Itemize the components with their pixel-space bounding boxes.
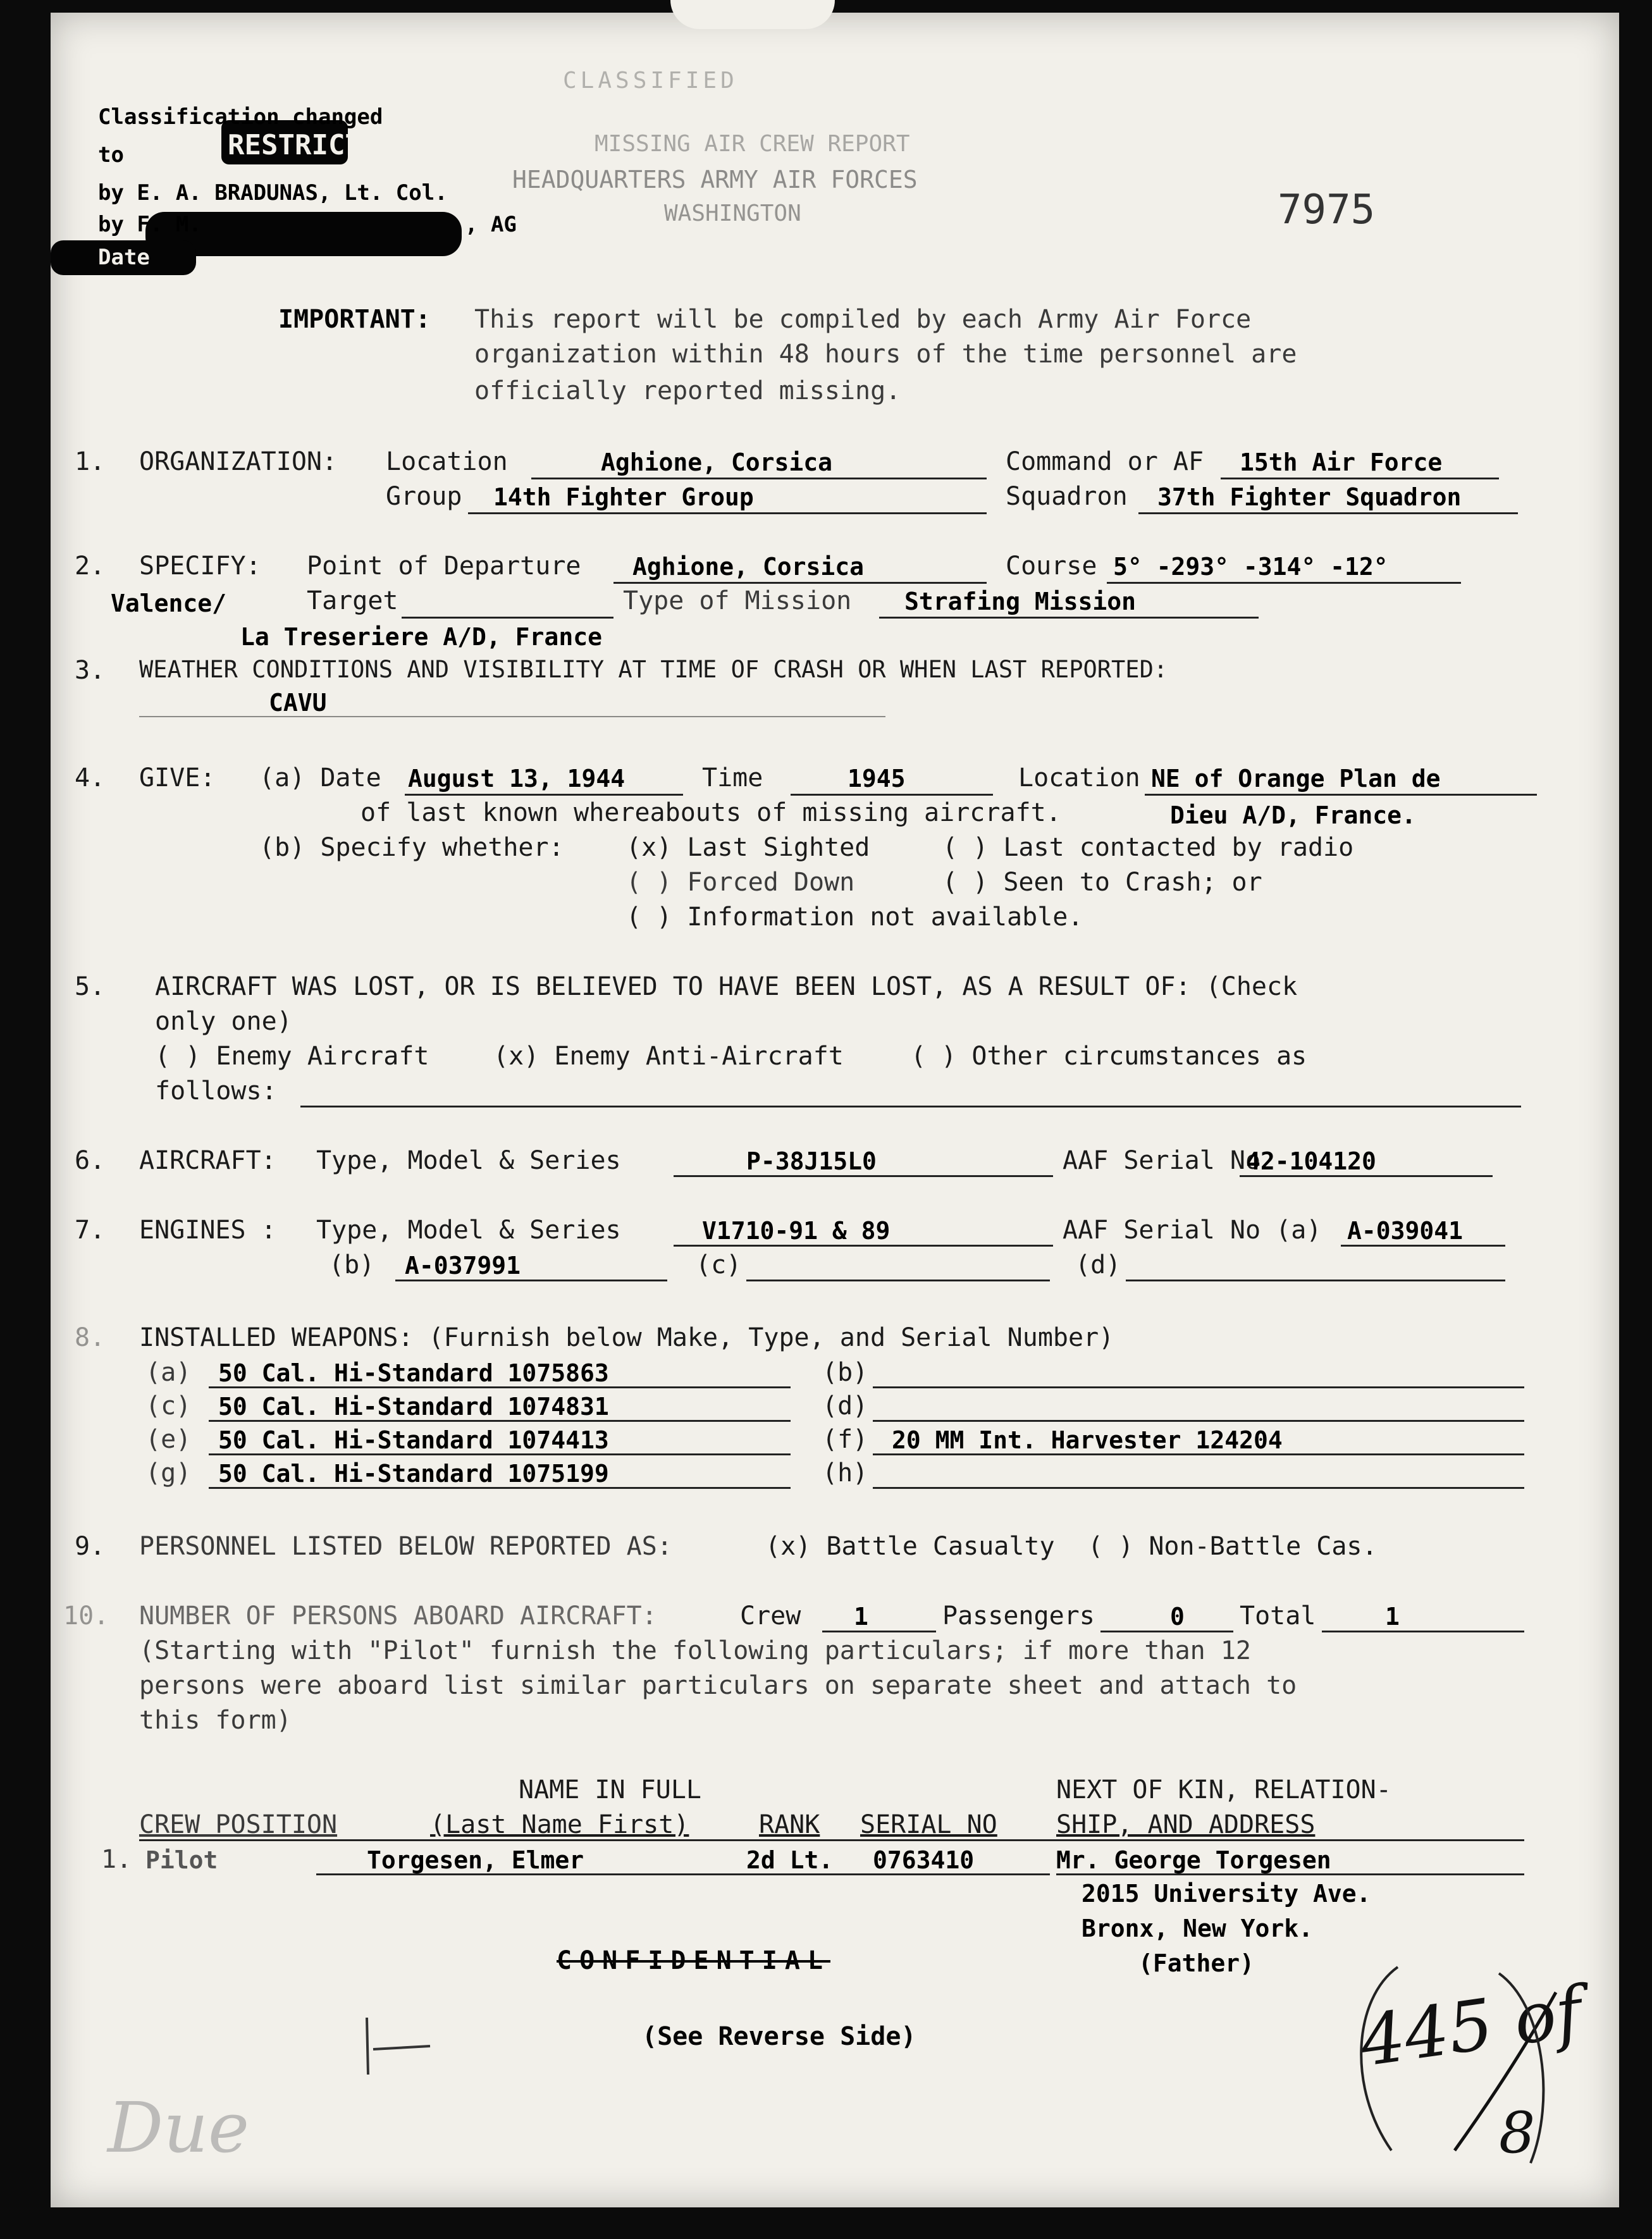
weapons-label: INSTALLED WEAPONS: (Furnish below Make, Type, and Serial Number) bbox=[139, 1323, 1114, 1352]
passengers-value: 0 bbox=[1170, 1603, 1185, 1631]
persons-note-3: this form) bbox=[139, 1706, 292, 1735]
location-4-value-2: Dieu A/D, France. bbox=[1170, 801, 1416, 829]
section-2-number: 2. bbox=[75, 552, 106, 581]
weapon-c-label: (c) bbox=[145, 1391, 192, 1421]
section-4-number: 4. bbox=[75, 763, 106, 793]
weapon-a-value: 50 Cal. Hi-Standard 1075863 bbox=[218, 1359, 609, 1387]
weapon-h-label: (h) bbox=[822, 1459, 868, 1488]
departure-underline bbox=[613, 582, 987, 584]
aircraft-type-value: P-38J15L0 bbox=[746, 1147, 877, 1175]
stamp-line2: to bbox=[98, 142, 124, 168]
command-underline bbox=[1221, 478, 1499, 479]
weapon-a-underline bbox=[209, 1386, 791, 1388]
weapon-g-label: (g) bbox=[145, 1459, 192, 1488]
squadron-label: Squadron bbox=[1006, 482, 1128, 511]
important-text-3: officially reported missing. bbox=[474, 376, 901, 405]
kin-relation: (Father) bbox=[1138, 1949, 1255, 1977]
crew-underline bbox=[822, 1631, 936, 1632]
weather-underline bbox=[139, 716, 885, 717]
header-name-in-full: NAME IN FULL bbox=[519, 1775, 701, 1804]
aircraft-serial-underline bbox=[1240, 1175, 1493, 1177]
kin-name: Mr. George Torgesen bbox=[1056, 1846, 1331, 1874]
crew-row-underline bbox=[139, 1839, 1524, 1841]
crew-serial: 0763410 bbox=[873, 1846, 975, 1874]
kin-address-2: Bronx, New York. bbox=[1082, 1915, 1314, 1942]
command-label: Command or AF bbox=[1006, 447, 1204, 476]
report-sheet bbox=[51, 13, 1619, 2207]
section-9-number: 9. bbox=[75, 1532, 106, 1561]
stamp-line4: by F. M. bbox=[98, 212, 202, 237]
section-8-number: 8. bbox=[75, 1323, 106, 1352]
crew-label: Crew bbox=[740, 1601, 801, 1631]
command-value: 15th Air Force bbox=[1240, 448, 1443, 476]
engines-serial-a-value: A-039041 bbox=[1347, 1217, 1464, 1245]
date-underline bbox=[405, 794, 683, 796]
weapon-b-label: (b) bbox=[822, 1358, 868, 1387]
date-label: (a) Date bbox=[259, 763, 381, 793]
option-last-sighted[interactable]: (x) Last Sighted bbox=[626, 833, 870, 862]
weapon-c-value: 50 Cal. Hi-Standard 1074831 bbox=[218, 1393, 609, 1421]
document-number: 7975 bbox=[1278, 187, 1376, 233]
weapon-e-value: 50 Cal. Hi-Standard 1074413 bbox=[218, 1426, 609, 1454]
persons-aboard-label: NUMBER OF PERSONS ABOARD AIRCRAFT: bbox=[139, 1601, 657, 1631]
group-underline bbox=[468, 512, 987, 514]
target-underline bbox=[402, 617, 613, 619]
time-underline bbox=[791, 794, 993, 796]
weapon-d-label: (d) bbox=[822, 1391, 868, 1421]
location-underline bbox=[531, 478, 987, 479]
header-crew-position: CREW POSITION bbox=[139, 1810, 338, 1839]
option-enemy-aircraft[interactable]: ( ) Enemy Aircraft bbox=[155, 1042, 429, 1071]
kin-address-1: 2015 University Ave. bbox=[1082, 1880, 1371, 1908]
specify-label: SPECIFY: bbox=[139, 552, 261, 581]
crew-rank: 2d Lt. bbox=[746, 1846, 834, 1874]
section-10-number: 10. bbox=[63, 1601, 109, 1631]
personnel-label: PERSONNEL LISTED BELOW REPORTED AS: bbox=[139, 1532, 672, 1561]
follows-underline bbox=[300, 1106, 1521, 1107]
result-label-2: only one) bbox=[155, 1007, 292, 1036]
location-4-label: Location bbox=[1018, 763, 1140, 793]
aircraft-type-label: Type, Model & Series bbox=[316, 1146, 621, 1175]
crew-row-number: 1. bbox=[101, 1845, 132, 1874]
option-enemy-anti-aircraft[interactable]: (x) Enemy Anti-Aircraft bbox=[493, 1042, 844, 1071]
aircraft-serial-value: 42-104120 bbox=[1246, 1147, 1376, 1175]
aircraft-serial-label: AAF Serial No bbox=[1063, 1146, 1261, 1175]
squadron-underline bbox=[1138, 512, 1518, 514]
stamp-line3: by E. A. BRADUNAS, Lt. Col. bbox=[98, 180, 448, 206]
weapon-f-value: 20 MM Int. Harvester 124204 bbox=[892, 1426, 1283, 1454]
kin-name-underline bbox=[1056, 1873, 1524, 1875]
handwritten-initial: Due bbox=[108, 2087, 250, 2168]
weapon-f-underline bbox=[873, 1453, 1524, 1455]
header-kin-address: SHIP, AND ADDRESS bbox=[1056, 1810, 1316, 1839]
weapon-c-underline bbox=[209, 1420, 791, 1422]
header-washington: WASHINGTON bbox=[664, 200, 801, 226]
engines-c-label: (c) bbox=[696, 1250, 742, 1280]
weather-label: WEATHER CONDITIONS AND VISIBILITY AT TIME OF CRASH OR WHEN LAST REPORTED: bbox=[139, 656, 1168, 683]
location-label: Location bbox=[386, 447, 508, 476]
group-label: Group bbox=[386, 482, 462, 511]
crew-value: 1 bbox=[854, 1603, 868, 1631]
see-reverse-side: (See Reverse Side) bbox=[642, 2022, 916, 2051]
target-value: La Treseriere A/D, France bbox=[240, 623, 602, 651]
stamp-line1: Classification changed bbox=[98, 104, 383, 130]
crew-position: Pilot bbox=[145, 1846, 218, 1874]
course-underline bbox=[1107, 582, 1461, 584]
section-7-number: 7. bbox=[75, 1216, 106, 1245]
persons-note-1: (Starting with "Pilot" furnish the following particulars; if more than 12 bbox=[139, 1636, 1251, 1665]
location-value: Aghione, Corsica bbox=[601, 448, 833, 476]
weapon-h-underline bbox=[873, 1487, 1524, 1489]
important-label: IMPORTANT: bbox=[278, 305, 431, 334]
total-underline bbox=[1322, 1631, 1524, 1632]
mission-label: Type of Mission bbox=[623, 586, 852, 615]
engines-label: ENGINES : bbox=[139, 1216, 276, 1245]
weapon-e-underline bbox=[209, 1453, 791, 1455]
time-label: Time bbox=[702, 763, 763, 793]
whereabouts-text: of last known whereabouts of missing aircraft. bbox=[361, 798, 1061, 827]
option-forced-down[interactable]: ( ) Forced Down bbox=[626, 868, 855, 897]
total-label: Total bbox=[1240, 1601, 1316, 1631]
engines-b-underline bbox=[395, 1280, 667, 1281]
header-report-title: MISSING AIR CREW REPORT bbox=[595, 131, 910, 157]
passengers-underline bbox=[1100, 1631, 1233, 1632]
time-value: 1945 bbox=[848, 765, 906, 793]
header-next-of-kin: NEXT OF KIN, RELATION- bbox=[1056, 1775, 1391, 1804]
section-6-number: 6. bbox=[75, 1146, 106, 1175]
stamp-restricted: RESTRICTED bbox=[228, 129, 395, 161]
group-value: 14th Fighter Group bbox=[493, 483, 754, 511]
option-non-battle[interactable]: ( ) Non-Battle Cas. bbox=[1088, 1532, 1378, 1561]
weapon-d-underline bbox=[873, 1420, 1524, 1422]
squadron-value: 37th Fighter Squadron bbox=[1157, 483, 1462, 511]
course-value: 5° -293° -314° -12° bbox=[1113, 553, 1388, 581]
stamp-line5: Date bbox=[98, 245, 150, 270]
handwritten-mark bbox=[354, 2011, 443, 2087]
weapon-g-underline bbox=[209, 1487, 791, 1489]
organization-label: ORGANIZATION: bbox=[139, 447, 338, 476]
weather-value: CAVU bbox=[269, 689, 327, 717]
confidential-stamp: CONFIDENTIAL bbox=[557, 1946, 830, 1975]
departure-value: Aghione, Corsica bbox=[632, 553, 865, 581]
weapon-b-underline bbox=[873, 1386, 1524, 1388]
engines-type-value: V1710-91 & 89 bbox=[702, 1217, 891, 1245]
header-serial-no: SERIAL NO bbox=[860, 1810, 997, 1839]
stamp-line4-suffix: , AG bbox=[465, 212, 517, 237]
option-last-contacted[interactable]: ( ) Last contacted by radio bbox=[942, 833, 1354, 862]
punch-mark bbox=[670, 0, 835, 29]
date-value: August 13, 1944 bbox=[408, 765, 626, 793]
target-label: Target bbox=[307, 586, 398, 615]
aircraft-type-underline bbox=[674, 1175, 1053, 1177]
engines-d-underline bbox=[1126, 1280, 1505, 1281]
persons-note-2: persons were aboard list similar particulars on separate sheet and attach to bbox=[139, 1671, 1297, 1700]
section-3-number: 3. bbox=[75, 656, 106, 685]
option-battle-casualty[interactable]: (x) Battle Casualty bbox=[765, 1532, 1055, 1561]
follows-label: follows: bbox=[155, 1076, 277, 1106]
section-5-number: 5. bbox=[75, 972, 106, 1001]
give-label: GIVE: bbox=[139, 763, 216, 793]
important-text-1: This report will be compiled by each Army Air Force bbox=[474, 305, 1252, 334]
crew-name: Torgesen, Elmer bbox=[367, 1846, 584, 1874]
option-seen-crash[interactable]: ( ) Seen to Crash; or bbox=[942, 868, 1262, 897]
course-label: Course bbox=[1006, 552, 1097, 581]
engines-serial-label: AAF Serial No (a) bbox=[1063, 1216, 1322, 1245]
engines-b-label: (b) bbox=[329, 1250, 375, 1280]
header-classified: CLASSIFIED bbox=[563, 68, 738, 94]
specify-whether-label: (b) Specify whether: bbox=[259, 833, 564, 862]
handwritten-number: 445 of bbox=[1355, 1971, 1587, 2082]
weapon-a-label: (a) bbox=[145, 1358, 192, 1387]
target-prefix: Valence/ bbox=[111, 589, 227, 617]
total-value: 1 bbox=[1385, 1603, 1400, 1631]
option-info-not-available[interactable]: ( ) Information not available. bbox=[626, 903, 1083, 932]
engines-c-underline bbox=[746, 1280, 1050, 1281]
location-4-underline bbox=[1145, 794, 1537, 796]
important-text-2: organization within 48 hours of the time personnel are bbox=[474, 340, 1297, 369]
location-4-value-1: NE of Orange Plan de bbox=[1151, 765, 1441, 793]
engines-serial-b-value: A-037991 bbox=[405, 1252, 521, 1280]
result-label: AIRCRAFT WAS LOST, OR IS BELIEVED TO HAVE BEEN LOST, AS A RESULT OF: (Check bbox=[155, 972, 1298, 1001]
section-1-number: 1. bbox=[75, 447, 106, 476]
engines-serial-a-underline bbox=[1341, 1245, 1505, 1247]
aircraft-label: AIRCRAFT: bbox=[139, 1146, 276, 1175]
header-hq: HEADQUARTERS ARMY AIR FORCES bbox=[512, 166, 918, 194]
weapon-f-label: (f) bbox=[822, 1425, 868, 1454]
passengers-label: Passengers bbox=[942, 1601, 1095, 1631]
weapon-g-value: 50 Cal. Hi-Standard 1075199 bbox=[218, 1460, 609, 1488]
mission-value: Strafing Mission bbox=[904, 588, 1137, 615]
weapon-e-label: (e) bbox=[145, 1425, 192, 1454]
handwritten-denominator: 8 bbox=[1499, 2100, 1536, 2166]
option-other-circumstances[interactable]: ( ) Other circumstances as bbox=[911, 1042, 1307, 1071]
mission-underline bbox=[879, 617, 1259, 619]
header-last-name-first: (Last Name First) bbox=[430, 1810, 689, 1839]
engines-type-label: Type, Model & Series bbox=[316, 1216, 621, 1245]
departure-label: Point of Departure bbox=[307, 552, 581, 581]
header-rank: RANK bbox=[759, 1810, 820, 1839]
engines-type-underline bbox=[674, 1245, 1053, 1247]
engines-d-label: (d) bbox=[1075, 1250, 1121, 1280]
